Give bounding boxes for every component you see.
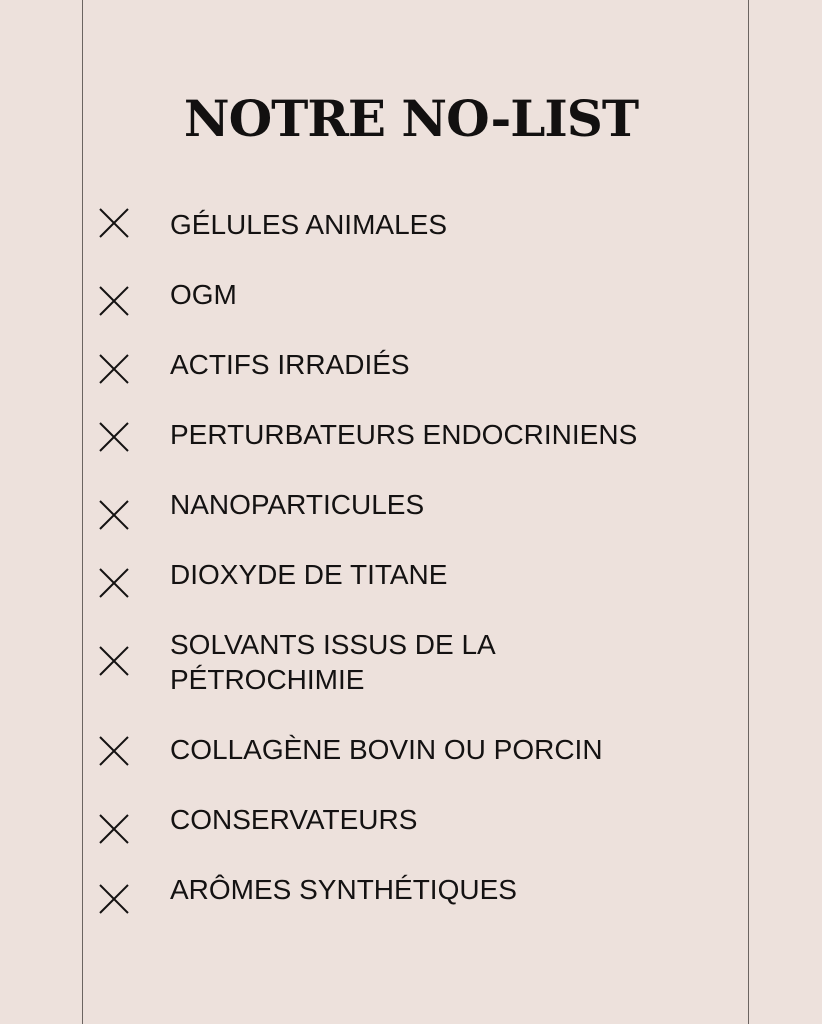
page-title: NOTRE NO-LIST <box>183 89 639 148</box>
cross-icon <box>98 883 130 915</box>
cross-icon <box>98 499 130 531</box>
cross-icon <box>98 735 130 767</box>
cross-icon <box>98 645 130 677</box>
cross-icon <box>98 207 130 239</box>
list-item-label: NANOPARTICULES <box>170 489 425 520</box>
right-divider <box>748 0 749 1024</box>
list-item-label: CONSERVATEURS <box>170 804 418 835</box>
cross-icon <box>98 567 130 599</box>
list-item-label: DIOXYDE DE TITANE <box>170 559 448 590</box>
left-divider <box>82 0 83 1024</box>
list-item-label: PERTURBATEURS ENDOCRINIENS <box>170 419 638 450</box>
cross-icon <box>98 353 130 385</box>
cross-icon <box>98 421 130 453</box>
list-item-label: ACTIFS IRRADIÉS <box>170 349 410 380</box>
list-item-label: COLLAGÈNE BOVIN OU PORCIN <box>170 734 603 765</box>
cross-icon <box>98 813 130 845</box>
list-item-label: SOLVANTS ISSUS DE LA PÉTROCHIMIE <box>170 629 495 695</box>
cross-icon <box>98 285 130 317</box>
list-item-label: ARÔMES SYNTHÉTIQUES <box>170 874 517 905</box>
list-item-label: GÉLULES ANIMALES <box>170 209 448 240</box>
list-item-label: OGM <box>170 279 237 310</box>
